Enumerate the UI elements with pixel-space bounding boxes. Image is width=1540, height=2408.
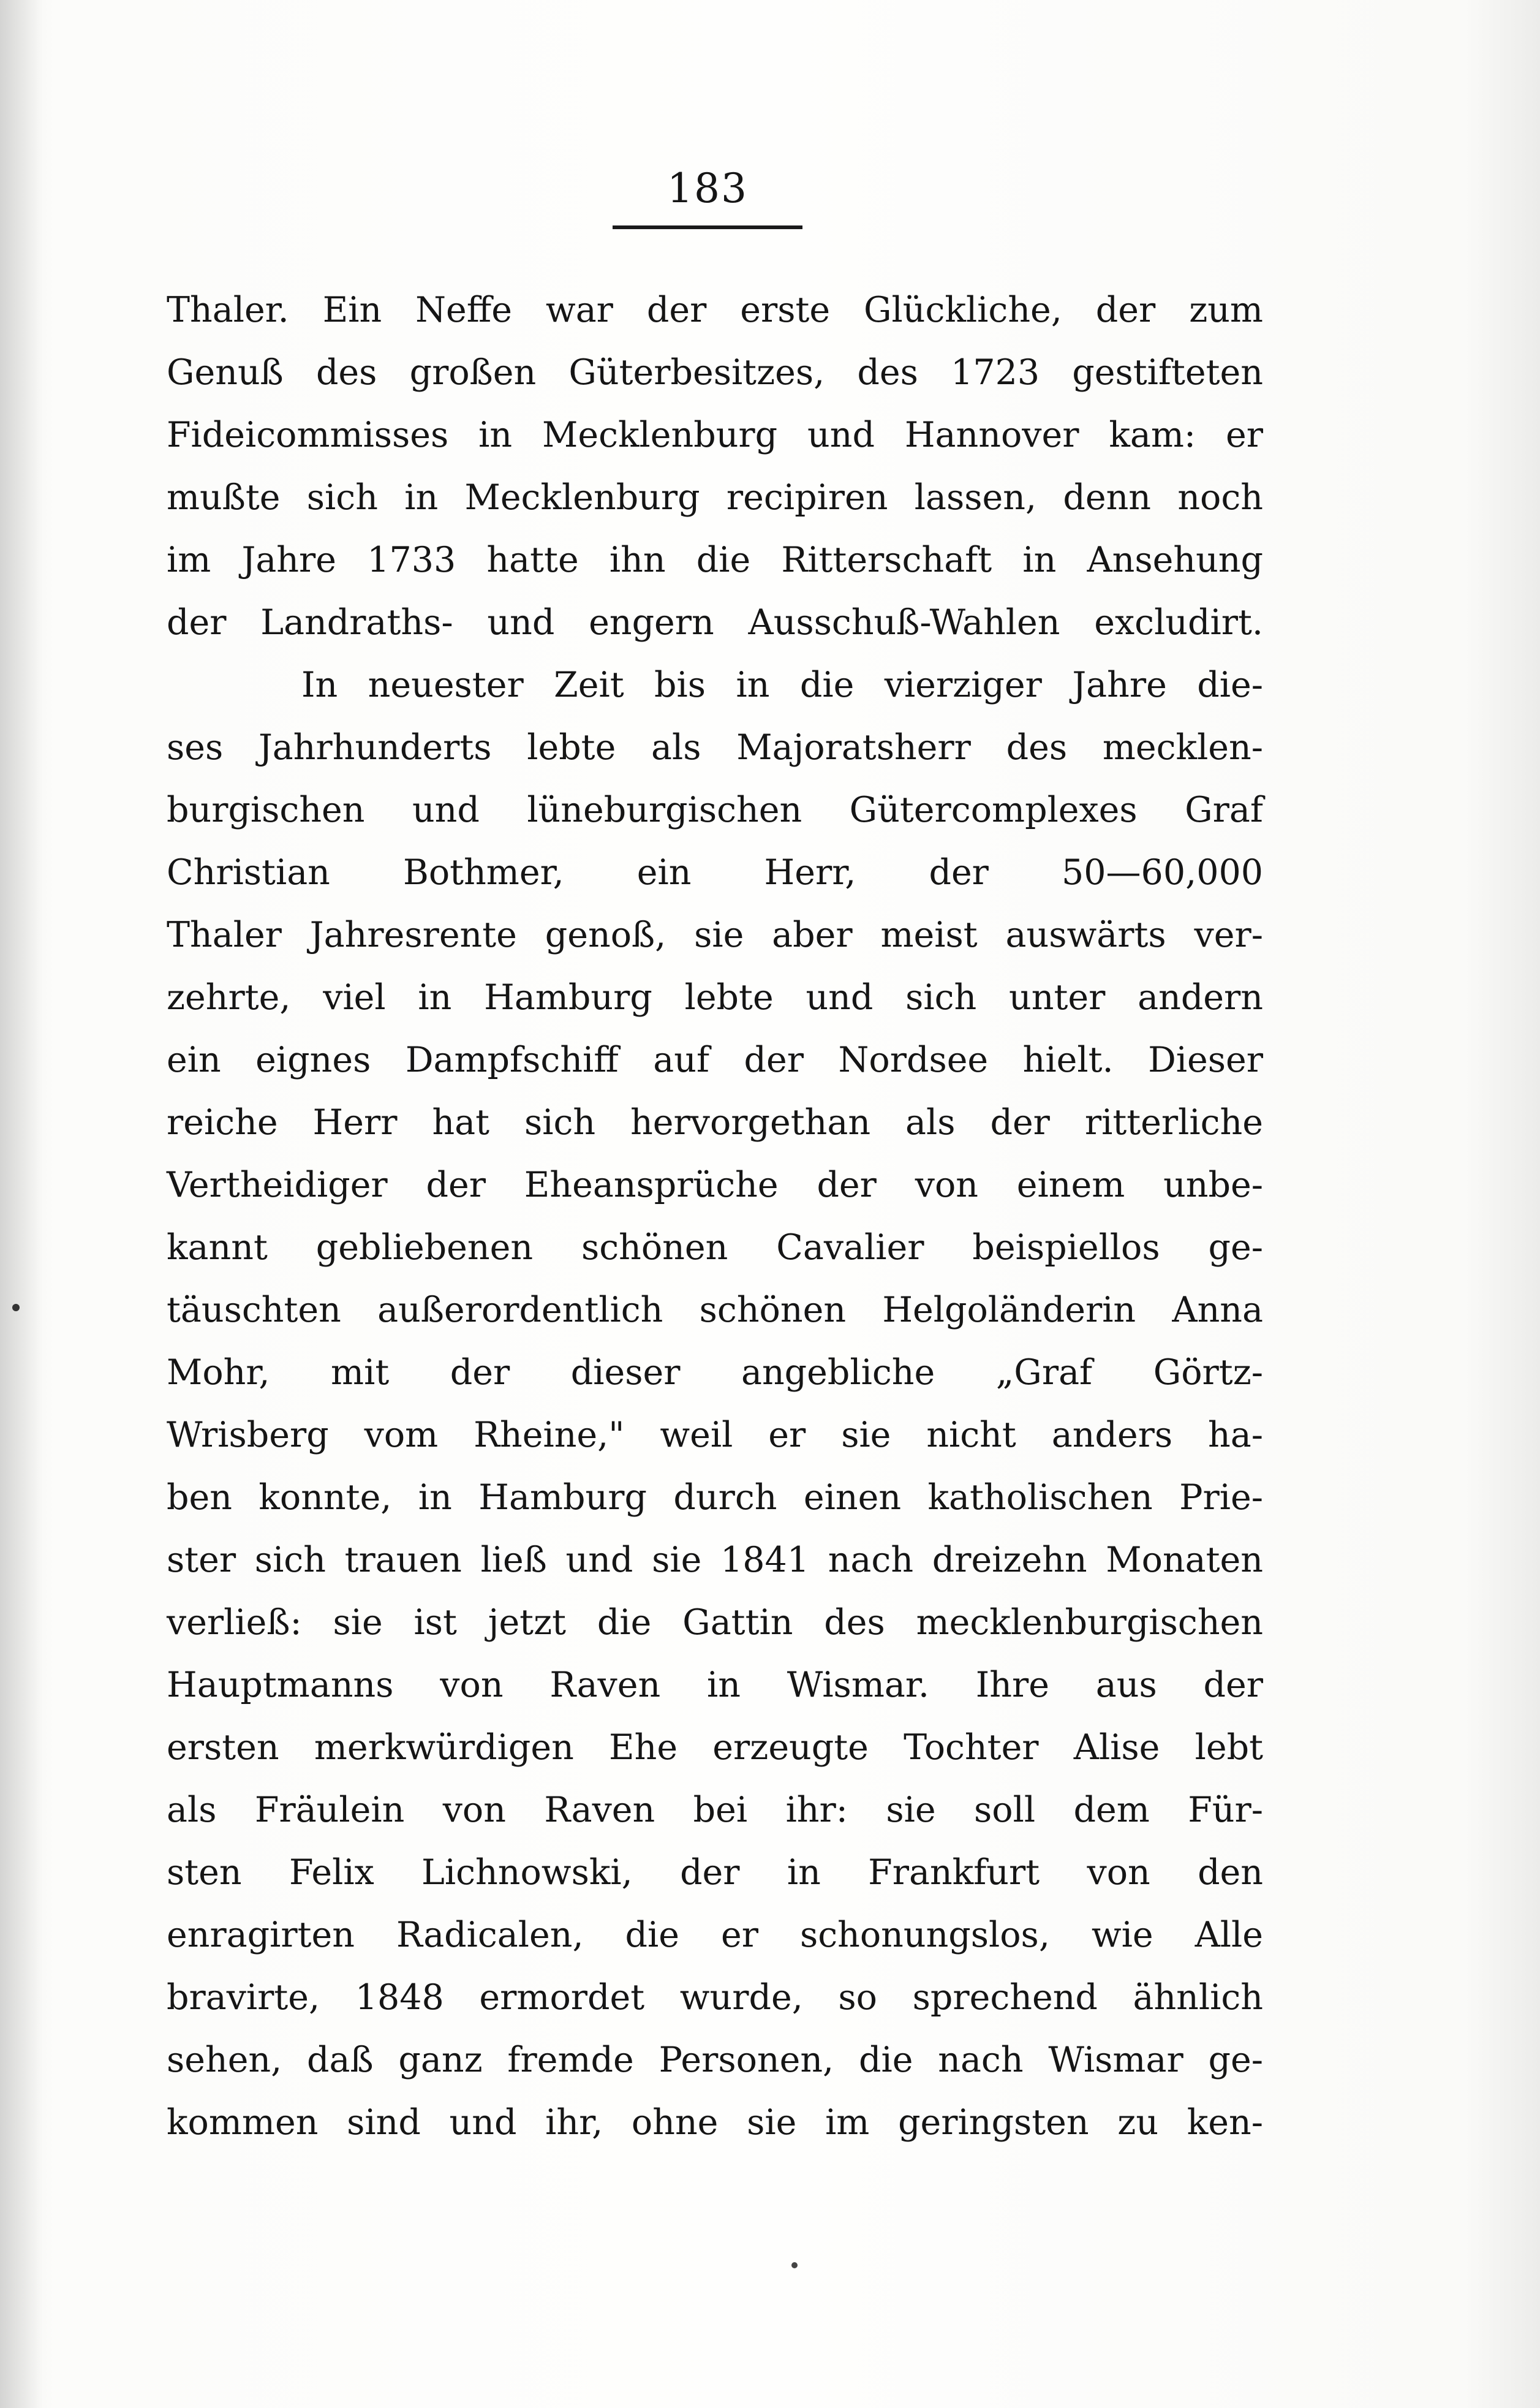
text-line: Fideicommisses in Mecklenburg und Hannover kam: er <box>167 415 1263 455</box>
text-line: burgischen und lüneburgischen Gütercomplexes Graf <box>167 790 1263 830</box>
text-line: der Landraths- und engern Ausschuß-Wahlen excludirt. <box>167 602 1263 643</box>
text-line: ses Jahrhunderts lebte als Majoratsherr des mecklen- <box>167 727 1263 768</box>
text-line: sehen, daß ganz fremde Personen, die nach Wismar ge- <box>167 2040 1263 2080</box>
text-line: Christian Bothmer, ein Herr, der 50—60,000 <box>167 852 1263 893</box>
text-line: täuschten außerordentlich schönen Helgoländerin Anna <box>167 1290 1263 1330</box>
text-line: zehrte, viel in Hamburg lebte und sich unter andern <box>167 977 1263 1018</box>
text-line: ein eignes Dampfschiff auf der Nordsee hielt. Dieser <box>167 1040 1263 1080</box>
page-number-rule <box>613 225 802 229</box>
text-line: ersten merkwürdigen Ehe erzeugte Tochter Alise lebt <box>167 1727 1263 1768</box>
text-line: kannt gebliebenen schönen Cavalier beispiellos ge- <box>167 1227 1263 1268</box>
page-number: 183 <box>667 165 748 212</box>
text-line: Vertheidiger der Eheansprüche der von einem unbe- <box>167 1165 1263 1205</box>
text-line: bravirte, 1848 ermordet wurde, so sprechend ähnlich <box>167 1977 1263 2018</box>
text-line: mußte sich in Mecklenburg recipiren lassen, denn noch <box>167 477 1263 518</box>
text-line: Mohr, mit der dieser angebliche „Graf Görtz- <box>167 1352 1263 1393</box>
margin-speck <box>12 1304 20 1311</box>
text-line: reiche Herr hat sich hervorgethan als der ritterliche <box>167 1102 1263 1143</box>
bottom-speck <box>791 2262 798 2268</box>
text-line: enragirten Radicalen, die er schonungslos, wie Alle <box>167 1915 1263 1955</box>
text-line: im Jahre 1733 hatte ihn die Ritterschaft in Ansehung <box>167 540 1263 580</box>
text-line: Thaler Jahresrente genoß, sie aber meist auswärts ver- <box>167 915 1263 955</box>
paragraph-start-line: In neuester Zeit bis in die vierziger Jahre die- <box>301 665 1263 705</box>
text-line: Genuß des großen Güterbesitzes, des 1723 gestifteten <box>167 352 1263 393</box>
text-line: ster sich trauen ließ und sie 1841 nach dreizehn Monaten <box>167 1540 1263 1580</box>
text-line: ben konnte, in Hamburg durch einen katholischen Prie- <box>167 1477 1263 1518</box>
text-line: Wrisberg vom Rheine," weil er sie nicht anders ha- <box>167 1415 1263 1455</box>
body-text <box>167 279 1263 2154</box>
spine-shadow <box>0 0 43 2408</box>
text-line: als Fräulein von Raven bei ihr: sie soll dem Für- <box>167 1790 1263 1830</box>
text-line: sten Felix Lichnowski, der in Frankfurt von den <box>167 1852 1263 1893</box>
text-line: verließ: sie ist jetzt die Gattin des mecklenburgischen <box>167 1602 1263 1643</box>
text-line: Hauptmanns von Raven in Wismar. Ihre aus der <box>167 1665 1263 1705</box>
text-line: Thaler. Ein Neffe war der erste Glückliche, der zum <box>167 290 1263 330</box>
text-line: kommen sind und ihr, ohne sie im geringsten zu ken- <box>167 2102 1263 2143</box>
